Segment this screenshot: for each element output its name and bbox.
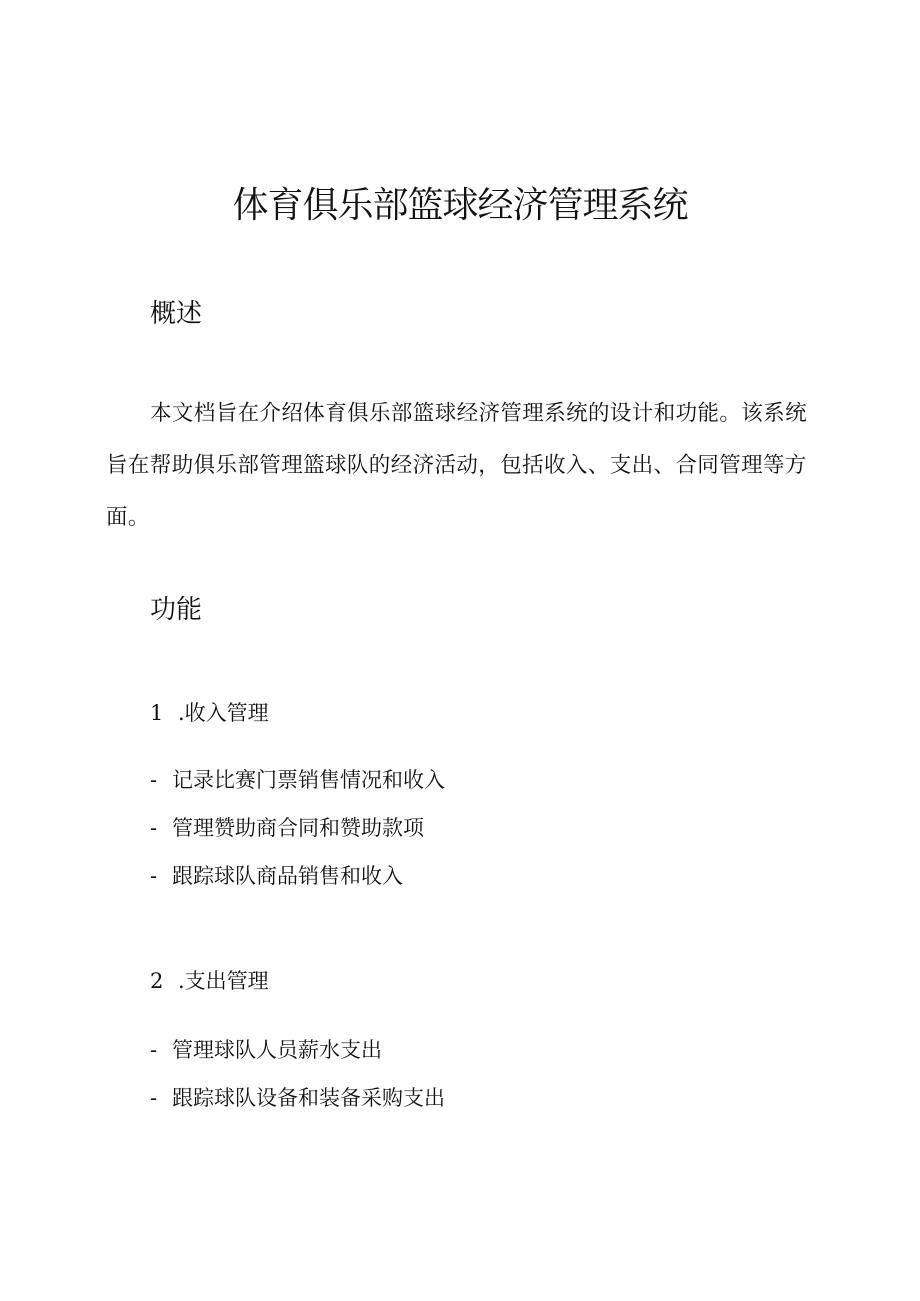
- features-heading: 功能: [150, 595, 203, 625]
- document-title: 体育俱乐部篮球经济管理系统: [232, 185, 688, 226]
- list-item: [150, 812, 445, 860]
- overview-heading: 概述: [150, 299, 203, 329]
- section-title: .支出管理: [178, 969, 269, 993]
- section-number: 2: [150, 969, 164, 993]
- bullet-dash: -: [150, 1038, 158, 1062]
- list-item-text: 跟踪球队商品销售和收入: [172, 864, 403, 888]
- list-item-text: 记录比赛门票销售情况和收入: [172, 768, 445, 792]
- bullet-dash: -: [150, 816, 158, 840]
- bullet-dash: -: [150, 768, 158, 792]
- section-number: 1: [150, 701, 164, 725]
- list-item-text: 管理球队人员薪水支出: [172, 1038, 382, 1062]
- list-item-text: 跟踪球队设备和装备采购支出: [172, 1086, 445, 1110]
- feature-section-income-heading: [150, 698, 269, 728]
- expense-feature-list: [150, 1034, 445, 1130]
- list-item: [150, 1034, 445, 1082]
- list-item: [150, 1082, 445, 1130]
- bullet-dash: -: [150, 1086, 158, 1110]
- overview-paragraph: 本文档旨在介绍体育俱乐部篮球经济管理系统的设计和功能。该系统旨在帮助俱乐部管理篮球队的经济活动，包括收入、支出、合同管理等方面。: [106, 401, 808, 530]
- list-item-text: 管理赞助商合同和赞助款项: [172, 816, 424, 840]
- section-title: .收入管理: [178, 701, 269, 725]
- feature-section-expense-heading: [150, 966, 269, 996]
- list-item: [150, 860, 445, 908]
- list-item: [150, 764, 445, 812]
- income-feature-list: [150, 764, 445, 908]
- bullet-dash: -: [150, 864, 158, 888]
